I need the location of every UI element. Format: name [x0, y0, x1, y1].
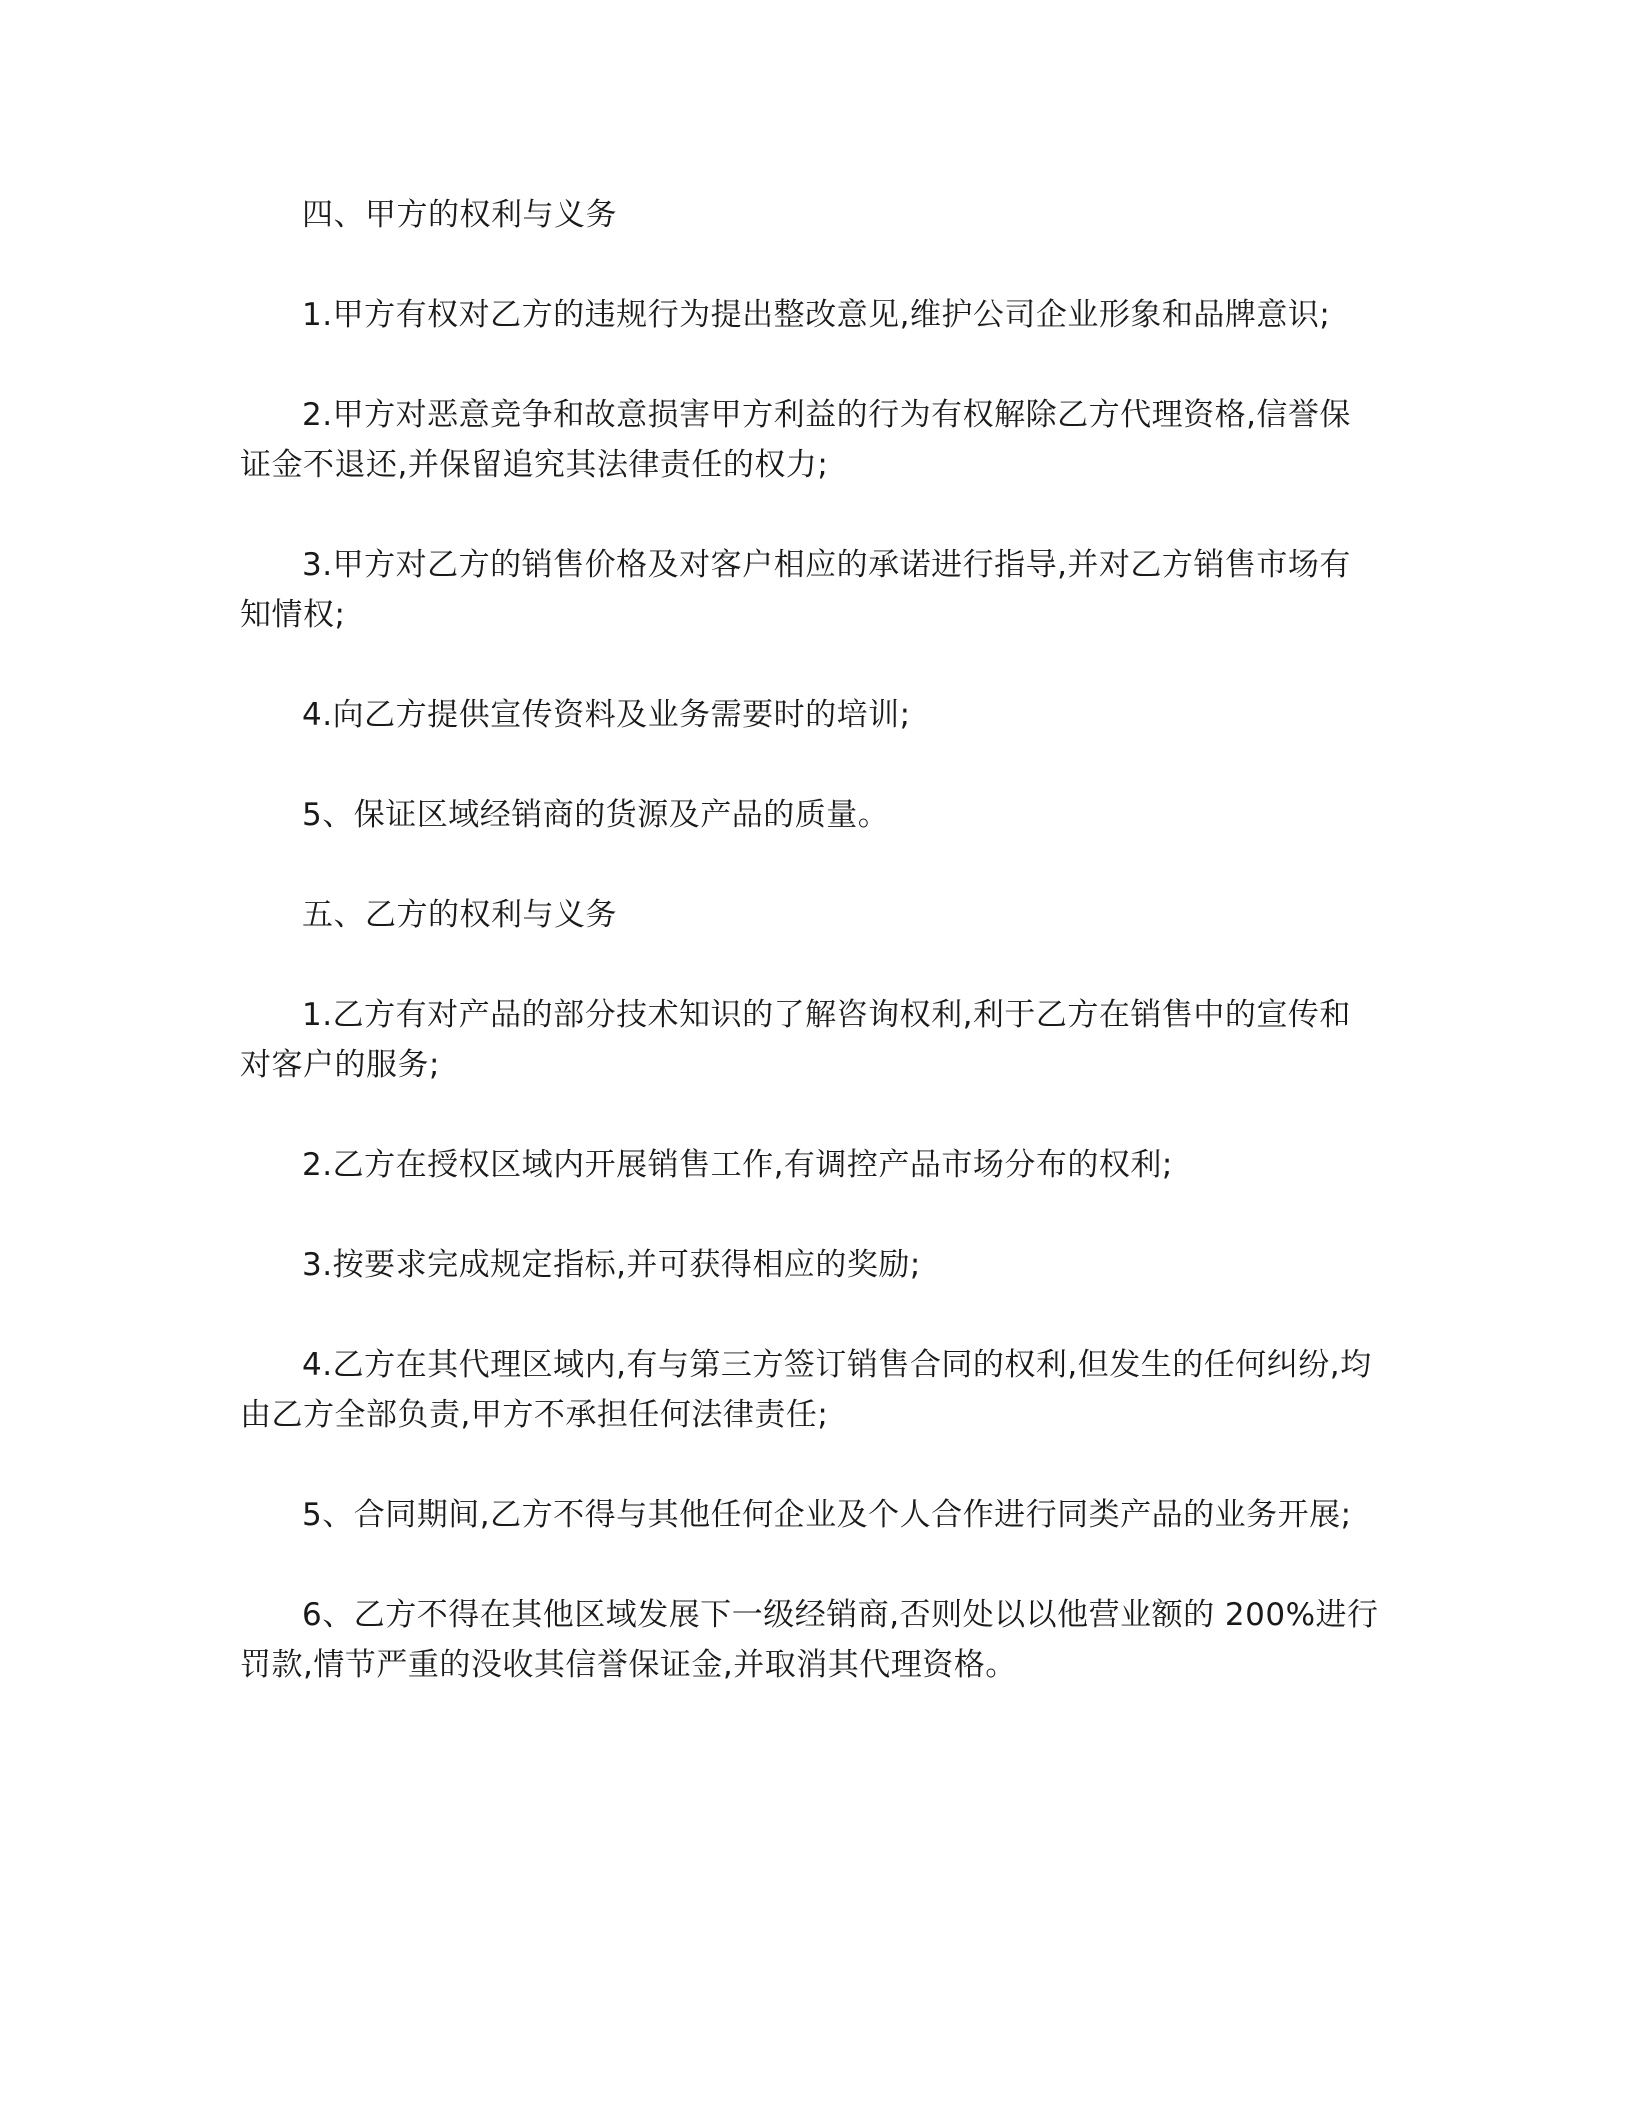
party-b-clause-5: 5、合同期间,乙方不得与其他任何企业及个人合作进行同类产品的业务开展;: [302, 1497, 1352, 1533]
party-b-clause-3: 3.按要求完成规定指标,并可获得相应的奖励;: [302, 1247, 921, 1283]
party-a-clause-1: 1.甲方有权对乙方的违规行为提出整改意见,维护公司企业形象和品牌意识;: [302, 297, 1331, 333]
section-heading-party-a: 四、甲方的权利与义务: [302, 197, 617, 233]
party-a-clause-3: 3.甲方对乙方的销售价格及对客户相应的承诺进行指导,并对乙方销售市场有知情权;: [240, 547, 1351, 633]
section-heading-party-b: 五、乙方的权利与义务: [302, 897, 617, 933]
party-b-clause-6: 6、乙方不得在其他区域发展下一级经销商,否则处以以他营业额的 200%进行罚款,情节严重的没收其信誉保证金,并取消其代理资格。: [240, 1597, 1379, 1683]
party-b-clause-2: 2.乙方在授权区域内开展销售工作,有调控产品市场分布的权利;: [302, 1147, 1173, 1183]
party-b-clause-1: 1.乙方有对产品的部分技术知识的了解咨询权利,利于乙方在销售中的宣传和对客户的服务;: [240, 997, 1351, 1083]
party-a-clause-2: 2.甲方对恶意竞争和故意损害甲方利益的行为有权解除乙方代理资格,信誉保证金不退还,并保留追究其法律责任的权力;: [240, 397, 1351, 483]
party-a-clause-4: 4.向乙方提供宣传资料及业务需要时的培训;: [302, 697, 911, 733]
party-a-clause-5: 5、保证区域经销商的货源及产品的质量。: [302, 797, 890, 833]
document-body: [240, 190, 1380, 1740]
party-b-clause-4: 4.乙方在其代理区域内,有与第三方签订销售合同的权利,但发生的任何纠纷,均由乙方全部负责,甲方不承担任何法律责任;: [240, 1347, 1372, 1433]
